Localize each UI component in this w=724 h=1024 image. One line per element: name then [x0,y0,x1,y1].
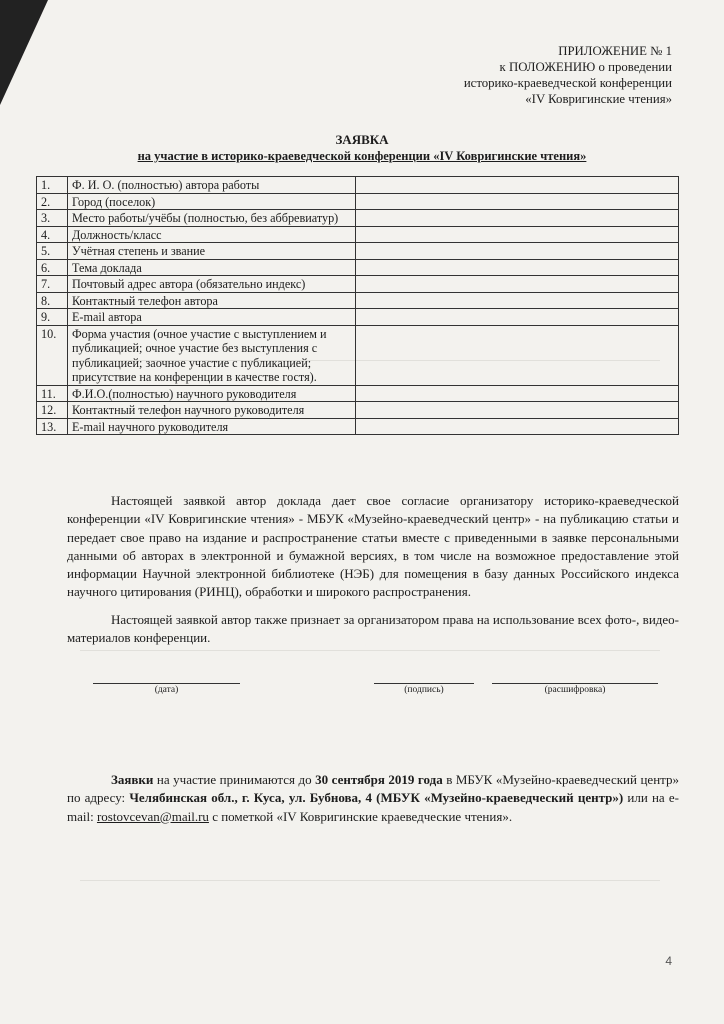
row-number: 11. [37,385,68,402]
field-label: Форма участия (очное участие с выступлением и публикацией; очное участие без выступления с публикацией; заочное участие с публикацией; присутствие на конференции в качестве гостя). [67,325,355,385]
signature-date-line [93,683,240,695]
field-label: Город (поселок) [67,193,355,210]
form-row [37,418,679,435]
field-label: E-mail научного руководителя [67,418,355,435]
form-row [37,402,679,419]
field-value[interactable] [356,292,679,309]
field-value[interactable] [356,226,679,243]
field-value[interactable] [356,177,679,194]
field-value[interactable] [356,210,679,227]
deadline-address: Челябинская обл., г. Куса, ул. Бубнова, 4 (МБУК «Музейно-краеведческий центр») [129,790,624,806]
appendix-line: историко-краеведческой конференции [463,76,672,90]
bleed-through-line [80,650,660,651]
row-number: 10. [37,325,68,385]
row-number: 2. [37,193,68,210]
deadline-text: e-mail: [67,790,680,824]
field-label: Должность/класс [67,226,355,243]
field-label: Ф.И.О.(полностью) научного руководителя [67,385,355,402]
row-number: 9. [37,309,68,326]
form-row [37,177,679,194]
field-label: Тема доклада [67,259,355,276]
form-row [37,292,679,309]
rights-paragraph: Настоящей заявкой автор также признает за организатором права на использование всех фото-, видео- материалов конференции. [67,612,679,646]
field-value[interactable] [356,259,679,276]
row-number: 3. [37,210,68,227]
appendix-line: ПРИЛОЖЕНИЕ № 1 [558,44,672,58]
field-value[interactable] [356,276,679,293]
signature-decode-line [492,683,658,695]
field-label: E-mail автора [67,309,355,326]
field-value[interactable] [356,309,679,326]
form-row [37,226,679,243]
deadline-text: с пометкой «IV Ковригинские краеведческие чтения». [208,808,513,824]
row-number: 1. [37,177,68,194]
deadline-date: 30 сентября 2019 года [315,772,443,787]
deadline-text: или на [623,790,665,806]
field-value[interactable] [356,385,679,402]
signature-decode-label: (расшифровка) [544,685,606,695]
form-row [37,276,679,293]
page-number: 4 [665,954,672,968]
appendix-header [464,43,672,107]
row-number: 5. [37,243,68,260]
form-row [37,309,679,326]
field-label: Ф. И. О. (полностью) автора работы [67,177,355,194]
field-label: Учётная степень и звание [67,243,355,260]
deadline-text: по адресу: [67,790,130,806]
field-value[interactable] [356,418,679,435]
form-row [37,259,679,276]
form-row [37,193,679,210]
row-number: 6. [37,259,68,276]
deadline-paragraph [67,771,679,826]
signature-sign-line [374,683,474,695]
appendix-line: «IV Ковригинские чтения» [525,92,672,106]
email-link[interactable]: rostovcevan@mail.ru [96,808,209,824]
row-number: 8. [37,292,68,309]
application-form-table [36,176,679,435]
form-row [37,385,679,402]
form-row [37,325,679,385]
row-number: 4. [37,226,68,243]
row-number: 7. [37,276,68,293]
field-value[interactable] [356,243,679,260]
row-number: 12. [37,402,68,419]
field-value[interactable] [356,325,679,385]
row-number: 13. [37,418,68,435]
signature-sign-label: (подпись) [404,685,444,695]
form-row [37,210,679,227]
deadline-text: в МБУК «Музейно-краеведческий центр» [442,772,680,787]
consent-paragraph: Настоящей заявкой автор доклада дает свое согласие организатору историко-краеведческой конференции «IV Ковригинские чтения» - МБУК «Музейно-краеведческий центр» - на публикацию статьи и передает свое право на издание и распространение статьи вместе с приведенными в заявке персональными данными об авторах в электронной и бумажной версиях, в том числе на возможное предоставление этой информации Научной электронной библиотеке (НЭБ) для помещения в базу данных Российского индекса научного цитирования (РИНЦ), обработки и широкого распространения. [67,493,679,600]
deadline-prefix: Заявки [111,772,154,787]
field-value[interactable] [356,402,679,419]
bleed-through-line [80,880,660,881]
field-value[interactable] [356,193,679,210]
signature-date-label: (дата) [154,685,179,695]
deadline-text: на участие принимаются до [153,772,316,787]
field-label: Почтовый адрес автора (обязательно индекс) [67,276,355,293]
field-label: Место работы/учёбы (полностью, без аббревиатур) [67,210,355,227]
title-subtitle: на участие в историко-краеведческой конференции «IV Ковригинские чтения» [137,149,587,163]
document-title [0,132,724,164]
field-label: Контактный телефон научного руководителя [67,402,355,419]
field-label: Контактный телефон автора [67,292,355,309]
scan-corner-shadow [0,0,48,105]
appendix-line: к ПОЛОЖЕНИЮ о проведении [499,60,672,74]
title-main: ЗАЯВКА [335,132,389,147]
form-row [37,243,679,260]
